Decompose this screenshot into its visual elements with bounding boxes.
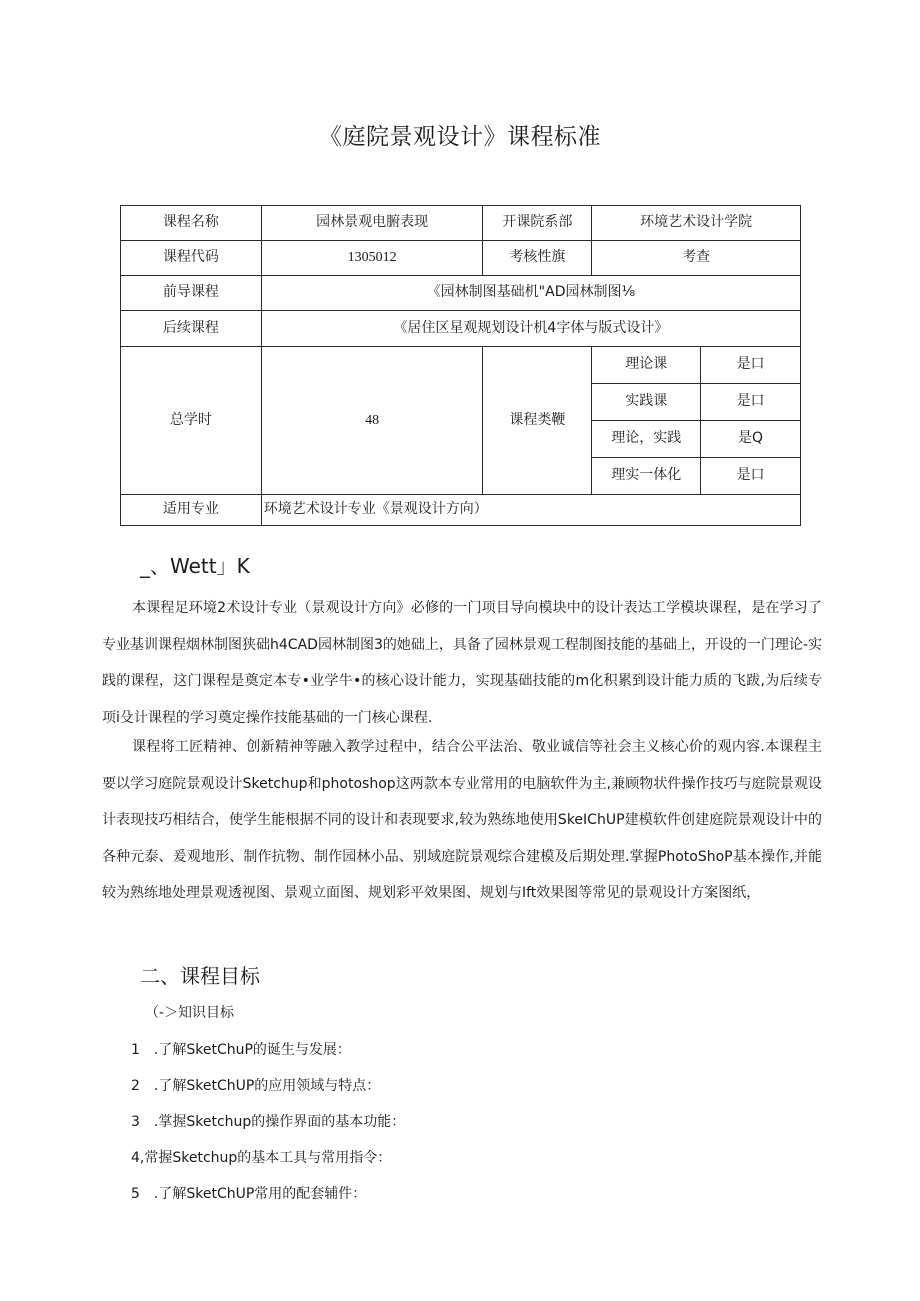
type-name: 理论，实践	[592, 421, 701, 458]
assess-value: 考查	[592, 241, 801, 276]
table-row	[121, 241, 801, 276]
dept-label: 开课院系部	[483, 206, 592, 241]
type-name: 理实一体化	[592, 458, 701, 495]
followup-label: 后续课程	[121, 311, 262, 347]
table-row	[121, 276, 801, 311]
list-item: 1 .了解SketChuP的诞生与发展：	[131, 1042, 351, 1058]
table-row	[121, 347, 801, 384]
total-hours-value: 48	[261, 347, 483, 495]
course-code-value: 1305012	[261, 241, 483, 276]
course-name-label: 课程名称	[121, 206, 262, 241]
document-title: 《庭院景观设计》课程标准	[319, 124, 601, 150]
total-hours-label: 总学时	[121, 347, 262, 495]
type-name: 实践课	[592, 384, 701, 421]
major-value: 环境艺术设计专业《景观设计方向）	[261, 495, 800, 526]
type-value: 是口	[701, 458, 801, 495]
dept-value: 环境艺术设计学院	[592, 206, 801, 241]
type-name: 理论课	[592, 347, 701, 384]
section1-heading: _、Wett」K	[140, 554, 250, 578]
section2-heading: 二、课程目标	[140, 964, 260, 988]
list-item: 3 .掌握Sketchup的操作界面的基本功能：	[131, 1114, 406, 1130]
course-name-value: 园林景观电腑表现	[261, 206, 483, 241]
prereq-value: 《园林制图基础机"AD园林制图⅛	[261, 276, 800, 311]
list-item: 4,常握Sketchup的基本工具与常用指令：	[131, 1150, 392, 1166]
list-item: 2 .了解SketChUP的应用领域与特点：	[131, 1078, 381, 1094]
list-item: 5 .了解SketChUP常用的配套辅件：	[131, 1186, 367, 1202]
type-value: 是口	[701, 347, 801, 384]
section1-paragraph-1: 本课程足环境2术设计专业（景观设计方向》必修的一门项目导向模块中的设计表达工学模块课程，是在学习了专业基训课程烟林制图狭础h4CAD园林制图3的她础上，具备了园林景观工程制图技能的基础上，开设的一门理论-实践的课程，这门课程是奠定本专•业学牛•的核心设计能力，实现基础技能的m化积累到设计能力质的飞跋,为后续专项i殳计课程的学习奠定操作技能基础的一门核心课程.	[102, 600, 822, 726]
course-info-table	[120, 205, 801, 526]
assess-label: 考核性旗	[483, 241, 592, 276]
prereq-label: 前导课程	[121, 276, 262, 311]
table-row	[121, 206, 801, 241]
course-code-label: 课程代码	[121, 241, 262, 276]
major-label: 适用专业	[121, 495, 262, 526]
type-value: 是Q	[701, 421, 801, 458]
knowledge-goals-subheading: （-＞知识目标	[145, 1005, 235, 1021]
followup-value: 《居住区星观规划设计机4字体与版式设计》	[261, 311, 800, 347]
table-row	[121, 495, 801, 526]
type-value: 是口	[701, 384, 801, 421]
table-row	[121, 311, 801, 347]
section1-paragraph-2: 课程将工匠精神、创新精神等融入教学过程中，结合公平法治、敬业诚信等社会主义核心价的观内容.本课程主要以学习庭院景观设计Sketchup和photoshop这两款本专业常用的电脑软件为主,兼顾物状件操作技巧与庭院景观设计表现技巧相结合，使学生能根据不同的设计和表现要求,较为熟练地使用SkeIChUP建模软件创建庭院景观设计中的各种元泰、爰观地形、制作抗物、制作园林小品、别域庭院景观综合建模及后期处理.掌握PhotoShoP基本操作,并能较为熟练地处理景观透视图、景观立面图、规划彩平效果图、规划与Ift效果图等常见的景观设计方案图纸，	[102, 739, 822, 901]
course-type-label: 课程类鞭	[483, 347, 592, 495]
